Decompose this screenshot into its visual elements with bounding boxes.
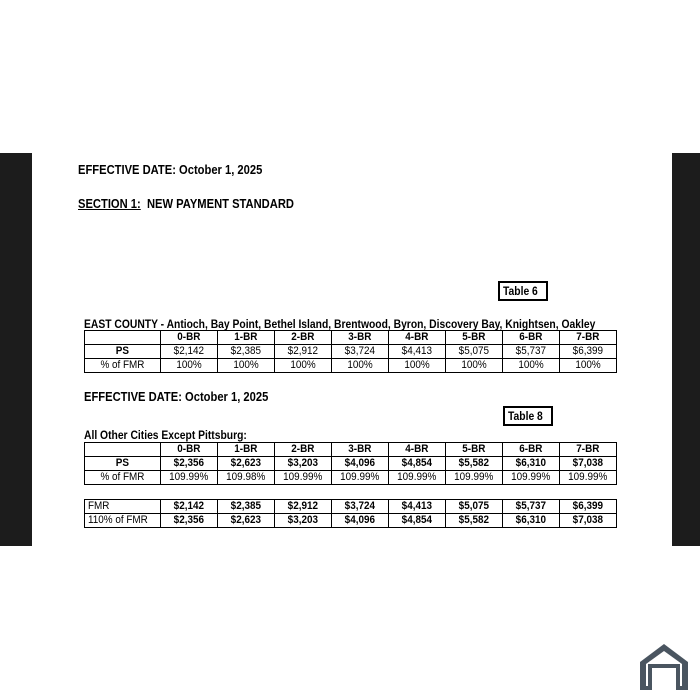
table-cell: 109.99% xyxy=(503,471,560,485)
table-cell: $6,310 xyxy=(503,457,560,471)
table-6-header-row xyxy=(85,331,617,345)
column-header: 6-BR xyxy=(503,443,560,457)
table-6-tag-text: Table 6 xyxy=(503,284,538,298)
column-header: 2-BR xyxy=(275,331,332,345)
table-cell: 109.99% xyxy=(332,471,389,485)
column-header: 6-BR xyxy=(503,331,560,345)
column-header: 3-BR xyxy=(332,443,389,457)
table-8-tag-text: Table 8 xyxy=(508,409,543,423)
section-number: SECTION 1: xyxy=(78,196,141,211)
table-cell: $6,399 xyxy=(560,500,617,514)
table-cell: $4,413 xyxy=(389,500,446,514)
table-cell: $2,356 xyxy=(161,514,218,528)
table-cell: $5,582 xyxy=(446,514,503,528)
table-cell: $4,096 xyxy=(332,514,389,528)
column-header: 7-BR xyxy=(560,331,617,345)
column-header: 3-BR xyxy=(332,331,389,345)
table-row xyxy=(85,345,617,359)
table-cell: $3,724 xyxy=(332,500,389,514)
table-cell: $2,356 xyxy=(161,457,218,471)
table-row xyxy=(85,514,617,528)
table-cell: 100% xyxy=(275,359,332,373)
table-cell: $3,203 xyxy=(275,457,332,471)
table-cell: $5,737 xyxy=(503,500,560,514)
section-heading xyxy=(78,196,294,211)
table-cell: $2,142 xyxy=(161,500,218,514)
row-label: PS xyxy=(85,457,161,471)
table-cell: $4,096 xyxy=(332,457,389,471)
table-row xyxy=(85,471,617,485)
column-header: 7-BR xyxy=(560,443,617,457)
table-cell: $6,310 xyxy=(503,514,560,528)
table-cell: $3,724 xyxy=(332,345,389,359)
table-cell: $5,737 xyxy=(503,345,560,359)
table-cell: 109.99% xyxy=(275,471,332,485)
table-cell: 100% xyxy=(332,359,389,373)
table-6 xyxy=(84,330,617,373)
table-cell: 100% xyxy=(218,359,275,373)
table-cell: $5,075 xyxy=(446,500,503,514)
row-label: % of FMR xyxy=(85,471,161,485)
column-header: 0-BR xyxy=(161,331,218,345)
table-cell: 100% xyxy=(389,359,446,373)
table-8 xyxy=(84,442,617,485)
row-label: FMR xyxy=(85,500,161,514)
table-cell: 100% xyxy=(503,359,560,373)
table-cell: 100% xyxy=(446,359,503,373)
column-header: 5-BR xyxy=(446,331,503,345)
column-header: 1-BR xyxy=(218,443,275,457)
effective-date-heading-2: EFFECTIVE DATE: October 1, 2025 xyxy=(84,389,269,404)
table-cell: $2,623 xyxy=(218,457,275,471)
left-black-bar xyxy=(0,153,32,546)
table-row xyxy=(85,359,617,373)
table-cell: 109.99% xyxy=(389,471,446,485)
table-cell: $4,854 xyxy=(389,457,446,471)
table-8-header-row xyxy=(85,443,617,457)
table-cell: 109.99% xyxy=(560,471,617,485)
table-cell: $2,623 xyxy=(218,514,275,528)
column-header: 4-BR xyxy=(389,443,446,457)
table-cell: $2,385 xyxy=(218,345,275,359)
column-header: 4-BR xyxy=(389,331,446,345)
fmr-table xyxy=(84,499,617,528)
table-cell: 109.99% xyxy=(161,471,218,485)
table-8-caption: All Other Cities Except Pittsburg: xyxy=(84,428,247,442)
house-outline-icon xyxy=(638,640,690,692)
column-header: 5-BR xyxy=(446,443,503,457)
row-label: 110% of FMR xyxy=(85,514,161,528)
table-cell: $2,912 xyxy=(275,345,332,359)
table-cell: $7,038 xyxy=(560,514,617,528)
table-cell: $6,399 xyxy=(560,345,617,359)
column-header: 2-BR xyxy=(275,443,332,457)
table-cell: $5,582 xyxy=(446,457,503,471)
table-8-corner xyxy=(85,443,161,457)
table-cell: $2,912 xyxy=(275,500,332,514)
column-header: 1-BR xyxy=(218,331,275,345)
row-label: PS xyxy=(85,345,161,359)
table-cell: 109.99% xyxy=(446,471,503,485)
right-black-bar xyxy=(672,153,700,546)
row-label: % of FMR xyxy=(85,359,161,373)
table-cell: $2,385 xyxy=(218,500,275,514)
table-8-tag xyxy=(503,406,553,426)
table-6-caption: EAST COUNTY - Antioch, Bay Point, Bethel Island, Brentwood, Byron, Discovery Bay, Knightsen, Oakley xyxy=(84,317,596,331)
section-name: NEW PAYMENT STANDARD xyxy=(146,196,294,211)
table-6-corner xyxy=(85,331,161,345)
table-cell: $4,413 xyxy=(389,345,446,359)
table-cell: $4,854 xyxy=(389,514,446,528)
table-cell: 109.98% xyxy=(218,471,275,485)
table-cell: $7,038 xyxy=(560,457,617,471)
effective-date-heading: EFFECTIVE DATE: October 1, 2025 xyxy=(78,162,263,177)
table-cell: 100% xyxy=(161,359,218,373)
table-6-tag xyxy=(498,281,548,301)
table-row xyxy=(85,457,617,471)
table-cell: 100% xyxy=(560,359,617,373)
column-header: 0-BR xyxy=(161,443,218,457)
table-cell: $2,142 xyxy=(161,345,218,359)
table-cell: $5,075 xyxy=(446,345,503,359)
table-row xyxy=(85,500,617,514)
table-cell: $3,203 xyxy=(275,514,332,528)
